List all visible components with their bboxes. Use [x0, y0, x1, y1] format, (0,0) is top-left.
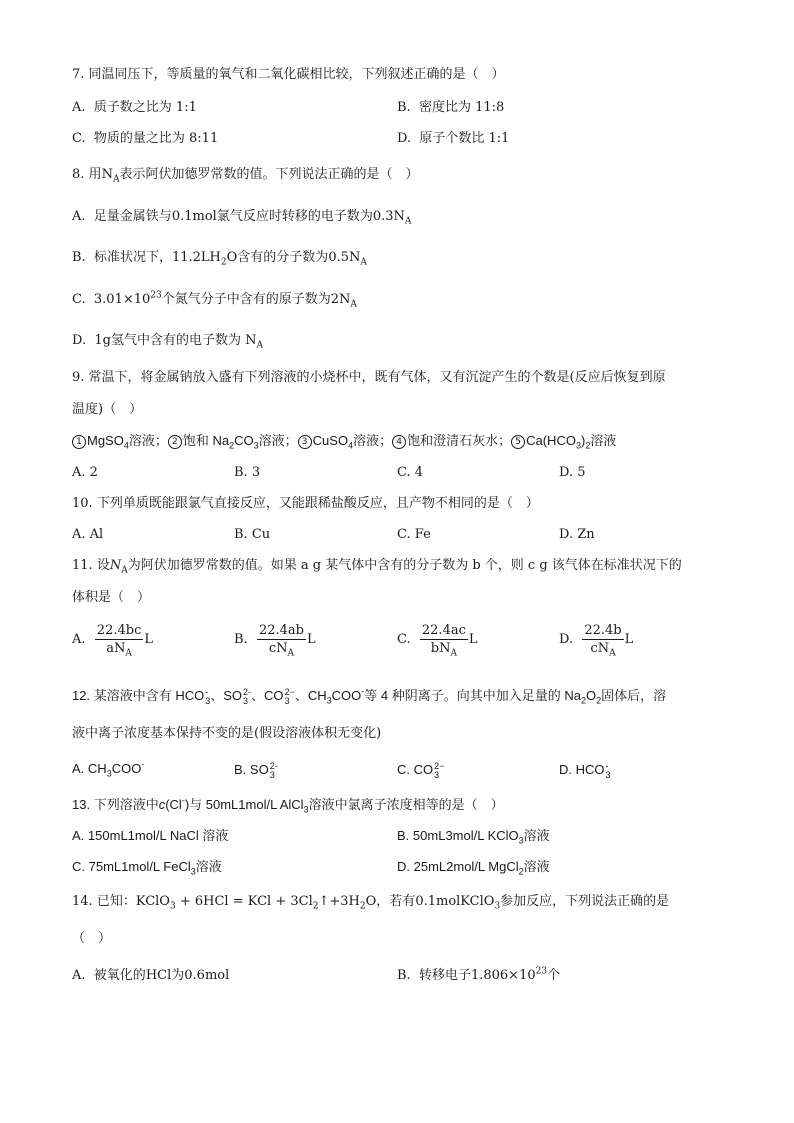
text-run: 参加反应，下列说法正确的是: [500, 894, 670, 909]
question-text: 体积是（ ）: [72, 590, 151, 605]
subscript: 3: [243, 695, 249, 706]
subscript: 2: [312, 901, 319, 912]
option-label: A.: [72, 209, 86, 224]
question-11-stem-continued: [72, 591, 150, 604]
question-13-stem: [72, 795, 504, 815]
superscript: -: [361, 686, 365, 697]
text-run: CuSO: [312, 433, 349, 448]
text-run: 溶液: [523, 828, 550, 843]
option-label: A.: [72, 632, 86, 647]
option-a: [72, 528, 103, 541]
text-run: 、CH: [294, 687, 327, 703]
superscript: -: [141, 759, 145, 770]
option-label: A.: [72, 527, 86, 542]
subscript: A: [360, 257, 367, 268]
ion-charge: [606, 762, 611, 779]
text-run: 标准状况下，: [93, 250, 172, 265]
option-label: A.: [72, 465, 86, 480]
text-run: 75mL1mol/L FeCl: [88, 859, 191, 874]
option-label: D.: [559, 465, 574, 480]
subscript: A: [287, 648, 295, 659]
text-run: 0.3N: [372, 209, 405, 224]
text-run: 溶液；: [353, 433, 393, 448]
symbol: N: [245, 333, 257, 348]
superscript: -: [181, 795, 185, 806]
subscript: A: [121, 565, 128, 576]
subscript: A: [450, 648, 457, 659]
text-run: 溶液；: [128, 433, 168, 448]
option-label: B.: [234, 761, 247, 777]
option-text: Al: [89, 527, 104, 542]
subscript: A: [112, 174, 120, 185]
option-label: C.: [397, 465, 411, 480]
unit: L: [468, 632, 478, 647]
option-label: B.: [234, 527, 248, 542]
option-label: D.: [559, 527, 574, 542]
text-run: cN: [590, 641, 610, 656]
text-run: 设: [96, 558, 110, 573]
question-8-stem: [72, 167, 419, 185]
option-c: [72, 290, 357, 310]
option-text: 原子个数比 1:1: [419, 131, 510, 146]
option-label: B.: [234, 632, 248, 647]
text-run: 转移电子: [418, 968, 471, 983]
option-label: B.: [397, 828, 410, 843]
option-label: B.: [72, 250, 86, 265]
option-a: [72, 466, 98, 479]
subscript: 2: [585, 440, 591, 451]
circled-number: 2: [168, 435, 182, 449]
subscript: 3: [190, 866, 196, 877]
subscript: 4: [123, 440, 129, 451]
text-run: 1g: [94, 333, 111, 348]
option-label: C.: [72, 131, 86, 146]
option-b: [234, 762, 278, 779]
subscript: 3: [326, 695, 332, 706]
option-c: [397, 623, 478, 659]
subscript: A: [609, 648, 616, 659]
subscript: 3: [106, 768, 112, 779]
superscript: 2-: [243, 687, 252, 697]
subscript: 3: [253, 440, 259, 451]
subscript: 2: [359, 901, 366, 912]
text-run: O: [226, 250, 238, 265]
option-d: [397, 132, 509, 145]
question-number: 10.: [72, 496, 93, 511]
option-label: A.: [72, 828, 85, 843]
fraction: [95, 623, 144, 659]
subscript: 3: [169, 901, 176, 912]
circled-number: 3: [298, 435, 312, 449]
text-run: 0.1molKClO: [415, 894, 495, 909]
question-number: 9.: [72, 370, 85, 385]
text-run: 1.806×10: [470, 968, 536, 983]
subscript: 3: [575, 440, 581, 451]
text-run: COO: [111, 761, 142, 776]
text-run: (Cl: [165, 797, 182, 812]
text-run: 溶液: [195, 859, 222, 874]
text-run: 2N: [330, 292, 351, 307]
option-d: [559, 528, 595, 541]
option-label: A.: [72, 968, 86, 983]
text-run: HCl: [145, 968, 172, 983]
subscript: 2: [229, 440, 235, 451]
fraction: [420, 623, 468, 659]
question-text: 常温下，将金属钠放入盛有下列溶液的小烧杯中，既有气体，又有沉淀产生的个数是(反应后恢复到原: [88, 370, 666, 385]
superscript: 2−: [434, 761, 445, 771]
text-run: SO: [249, 761, 269, 777]
option-a: [72, 829, 228, 842]
option-b: [234, 528, 270, 541]
subscript: 2: [596, 695, 602, 706]
symbol: N: [109, 558, 122, 573]
text-run: 为阿伏加德罗常数的值。如果 a g 某气体中含有的分子数为 b 个，则 c g 该气体在标准状况下的: [127, 558, 682, 573]
text-run: 某溶液中含有 HCO: [93, 687, 205, 703]
subscript: 3: [205, 695, 211, 706]
superscript: -: [605, 761, 609, 771]
option-b: [397, 966, 561, 983]
option-c: [72, 859, 222, 877]
text-run: Ca(HCO: [526, 433, 576, 448]
text-run: 被氧化的: [93, 968, 146, 983]
subscript: A: [125, 648, 132, 659]
option-label: B.: [397, 100, 411, 115]
option-a: [72, 101, 197, 114]
option-label: B.: [397, 968, 411, 983]
subscript: 3: [284, 695, 290, 706]
question-text: 下列单质既能跟氯气直接反应，又能跟稀盐酸反应，且产物不相同的是（ ）: [96, 496, 539, 511]
option-label: A.: [72, 100, 86, 115]
text-run: 个: [547, 968, 561, 983]
subscript: 3: [518, 835, 524, 846]
question-11-stem: [72, 558, 682, 576]
text-run: 已知：: [96, 894, 136, 909]
text-run: 含有的分子数为: [237, 250, 329, 265]
numerator: 22.4ac: [421, 623, 466, 638]
text-run: 氢气中含有的电子数为: [110, 333, 241, 348]
subscript: 4: [348, 440, 354, 451]
text-run: 、SO: [210, 687, 243, 703]
option-c: [397, 528, 431, 541]
option-c: [397, 466, 423, 479]
question-12-stem-continued: [72, 727, 381, 740]
option-label: C.: [397, 761, 410, 777]
text-run: 3.01×10: [93, 292, 151, 307]
numerator: 22.4ab: [258, 623, 304, 638]
option-b: [234, 466, 260, 479]
circled-number: 4: [392, 435, 406, 449]
option-d: [559, 623, 634, 659]
symbol: c: [158, 797, 166, 812]
text-run: COO: [331, 687, 362, 703]
text-run: MgSO: [87, 433, 124, 448]
superscript: 2−: [284, 687, 295, 697]
text-run: )与 50mL1mol/L AlCl: [184, 797, 304, 812]
subscript: 3: [494, 901, 501, 912]
text-run: 饱和澄清石灰水；: [407, 433, 512, 448]
superscript: 23: [535, 966, 548, 977]
subscript: 2: [518, 866, 524, 877]
option-label: D.: [397, 131, 412, 146]
option-d: [72, 333, 263, 351]
text-run: ↑: [318, 894, 330, 909]
text-run: aN: [106, 641, 126, 656]
option-label: D.: [559, 632, 574, 647]
text-run: 氯气反应时转移的电子数为: [216, 209, 373, 224]
option-text: 2: [89, 465, 98, 480]
option-a: [72, 759, 145, 779]
text-run: ，若有: [376, 894, 416, 909]
option-b: [72, 250, 367, 268]
question-9-stem: [72, 371, 666, 384]
text-run: 表示阿伏加德罗常数的值。下列说法正确的是（ ）: [119, 167, 419, 182]
text-run: 50mL3mol/L KClO: [412, 828, 519, 843]
question-12-stem: [72, 688, 666, 705]
option-text: Fe: [414, 527, 431, 542]
text-run: 、CO: [251, 687, 284, 703]
text-run: bN: [430, 641, 451, 656]
numerator: 22.4bc: [96, 623, 142, 638]
question-7-stem: [72, 68, 505, 81]
unit: L: [306, 632, 316, 647]
option-text: 5: [577, 465, 586, 480]
text-run: 0.5N: [328, 250, 361, 265]
fraction: [582, 623, 623, 659]
unit: L: [144, 632, 153, 647]
ion-charge: [285, 688, 295, 705]
option-label: D.: [559, 761, 572, 777]
text-run: 饱和 Na: [182, 433, 230, 448]
text-run: CH: [87, 761, 107, 776]
denominator: [95, 640, 144, 659]
circled-number: 1: [72, 435, 86, 449]
option-label: C.: [397, 632, 411, 647]
denominator: [420, 640, 468, 659]
text-run: 25mL2mol/L MgCl: [413, 859, 519, 874]
text-run: 溶液: [523, 859, 550, 874]
text-run: 用: [88, 167, 102, 182]
option-label: C.: [72, 859, 85, 874]
text-run: O: [365, 894, 377, 909]
question-number: 13.: [72, 797, 91, 812]
subscript: 3: [605, 769, 611, 780]
solution-list: [72, 434, 616, 449]
option-text: 物质的量之比为 8:11: [93, 131, 219, 146]
question-text: 同温同压下，等质量的氧气和二氧化碳相比较，下列叙述正确的是（ ）: [88, 67, 505, 82]
text-run: 11.2LH: [171, 250, 221, 265]
superscript: 23: [150, 290, 162, 301]
subscript: 2: [220, 257, 227, 268]
ion-charge: [243, 688, 251, 705]
question-text: 温度)（ ）: [72, 402, 143, 417]
option-text: Cu: [251, 527, 271, 542]
option-a: [72, 969, 229, 982]
option-text: 4: [414, 465, 424, 480]
subscript: 3: [269, 769, 275, 780]
text-run: KClO: [135, 894, 170, 909]
unit: L: [624, 632, 634, 647]
option-b: [397, 828, 550, 846]
text-run: +3H: [329, 894, 360, 909]
text-run: CO: [234, 433, 254, 448]
text-run: cN: [268, 641, 288, 656]
text-run: 个氮气分子中含有的原子数为: [161, 292, 331, 307]
option-text: Zn: [577, 527, 595, 542]
option-label: B.: [234, 465, 248, 480]
text-run: 溶液: [590, 433, 617, 448]
text-run: 为: [171, 968, 185, 983]
circled-number: 5: [511, 435, 525, 449]
text-run: 溶液中氯离子浓度相等的是（ ）: [308, 797, 504, 812]
text-run: ): [580, 433, 586, 448]
option-b: [397, 101, 504, 114]
option-c: [397, 762, 444, 779]
text-run: CO: [413, 761, 434, 777]
subscript: A: [256, 340, 263, 351]
text-run: 下列溶液中: [93, 797, 159, 812]
option-label: A.: [72, 761, 85, 776]
question-number: 11.: [72, 558, 93, 573]
denominator: [582, 640, 623, 659]
question-14-stem-continued: [72, 932, 111, 945]
subscript: A: [404, 216, 412, 227]
option-label: D.: [397, 859, 410, 874]
question-number: 14.: [72, 894, 93, 909]
option-label: D.: [72, 333, 87, 348]
subscript: 2: [580, 695, 586, 706]
ion-charge: [270, 762, 278, 779]
ion-charge: [434, 762, 444, 779]
text-run: HCO: [575, 761, 605, 777]
question-text: （ ）: [72, 931, 112, 946]
option-label: C.: [72, 292, 86, 307]
option-text: 150mL1mol/L NaCl 溶液: [87, 828, 229, 843]
question-number: 7.: [72, 67, 85, 82]
text-run: 固体后，溶: [601, 687, 667, 703]
option-b: [234, 623, 316, 659]
option-a: [72, 623, 153, 659]
text-run: O: [585, 687, 597, 703]
subscript: A: [350, 299, 357, 310]
question-9-stem-continued: [72, 403, 142, 416]
subscript: 3: [434, 769, 440, 780]
option-d: [559, 466, 586, 479]
question-10-stem: [72, 497, 539, 510]
subscript: 3: [303, 804, 309, 815]
fraction: [257, 623, 306, 659]
superscript: 2-: [269, 761, 278, 771]
text-run: 溶液；: [258, 433, 298, 448]
text-run: 足量金属铁与: [93, 209, 172, 224]
text-run: 等 4 种阴离子。向其中加入足量的 Na: [364, 687, 581, 703]
option-d: [559, 762, 611, 779]
option-d: [397, 859, 550, 877]
text-run: + 6HCl = KCl + 3Cl: [175, 894, 313, 909]
option-text: 密度比为 11:8: [418, 100, 505, 115]
question-text: 液中离子浓度基本保持不变的是(假设溶液体积无变化): [72, 726, 382, 741]
superscript: -: [205, 687, 209, 697]
question-number: 8.: [72, 167, 85, 182]
option-label: C.: [397, 527, 411, 542]
option-c: [72, 132, 218, 145]
question-14-stem: [72, 894, 670, 912]
option-text: 质子数之比为 1:1: [93, 100, 197, 115]
symbol: N: [101, 167, 113, 182]
denominator: [257, 640, 306, 659]
option-a: [72, 209, 412, 227]
text-run: 0.1mol: [171, 209, 217, 224]
question-number: 12.: [72, 687, 91, 703]
numerator: 22.4b: [584, 623, 622, 638]
text-run: 0.6mol: [184, 968, 230, 983]
option-text: 3: [251, 465, 261, 480]
